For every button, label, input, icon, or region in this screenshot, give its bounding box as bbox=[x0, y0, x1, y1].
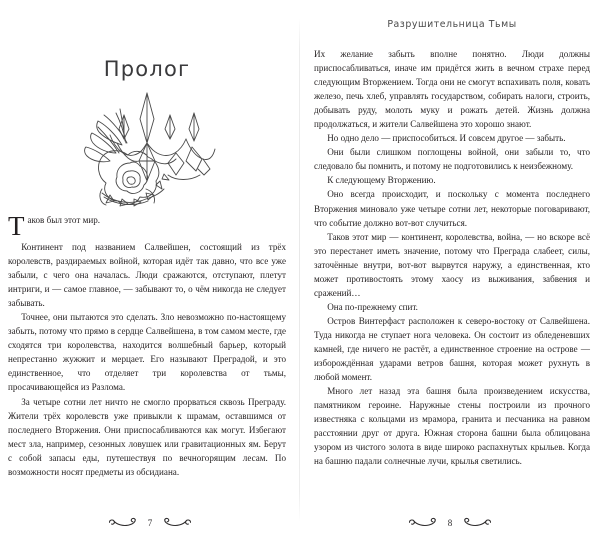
paragraph-with-dropcap bbox=[8, 213, 286, 240]
paragraph: Но одно дело — приспособиться. И совсем другое — забыть. bbox=[327, 133, 566, 144]
paragraph: Их желание забыть вполне понятно. Люди должны приспосабливаться, иначе им придётся жить в вечном страхе перед следующим Вторжением. Тогда они не смогут вспахивать поля, ковать железо, печь хлеб, управлять государством, собирать налоги, строить, добывать руду, молоть муку и рожать детей. Жизнь должна продолжаться, и жители Салвейшена это хорошо знают. bbox=[314, 49, 590, 130]
folio-left bbox=[0, 517, 300, 528]
left-page-body-text bbox=[8, 207, 286, 479]
folio-right bbox=[300, 517, 600, 528]
paragraph: Остров Винтерфаст расположен к северо-востоку от Салвейшена. Туда никогда не ступает нога человека. Он состоит из обледеневших камней, где ничего не растёт, а единственное строение на острове — изборождённая ударами ветров башня, которая может рухнуть в любой момент. bbox=[314, 315, 590, 383]
paragraph: Много лет назад эта башня была произведением искусства, памятником героине. Наружные стены построили из прочного известняка с кольцами из мрамора, гранита и песчаника на равном расстоянии друг от друга. Южная сторона башни была облицована узором из чистого золота в виде широко распахнутых крыльев. Когда на башню падали солнечные лучи, крылья светились. bbox=[314, 386, 590, 467]
paragraph: Континент под названием Салвейшен, состоящий из трёх королевств, раздираемых войной, которая идёт так давно, что все уже забыли, с чего она началась. Люди сражаются, отступают, плетут интриги, и — самое главное, — забывают то, о чём никогда не следует забывать. bbox=[8, 242, 286, 309]
chapter-title: Пролог bbox=[103, 57, 191, 81]
dropcap-paragraph-text: аков был этот мир. bbox=[27, 215, 101, 225]
swirl-flourish-right-icon bbox=[163, 517, 193, 528]
drop-cap: Т bbox=[8, 211, 25, 241]
right-page bbox=[300, 0, 600, 540]
paragraph: Они были слишком поглощены войной, они забыли то, что следовало бы помнить, и потому не подготовились к неизбежному. bbox=[314, 147, 590, 172]
page-number: 8 bbox=[447, 517, 453, 528]
right-page-body-text bbox=[314, 33, 590, 468]
crown-and-rose-ornament-illustration bbox=[8, 85, 286, 207]
swirl-flourish-left-icon bbox=[107, 517, 137, 528]
swirl-flourish-left-icon bbox=[407, 517, 437, 528]
paragraph: Таков этот мир — континент, королевства, война, — но вскоре всё это перестанет иметь значение, потому что Преграда слабеет, силы, заточённые внутри, вот-вот вырвутся наружу, а единственная, кто может противостоять этому хаосу из выживания, забвения и сражений… bbox=[314, 231, 590, 298]
paragraph: Оно всегда происходит, и поскольку с момента последнего Вторжения миновало уже четыре сотни лет, некоторые поговаривают, что событие должно вот-вот случиться. bbox=[314, 189, 590, 228]
paragraph: К следующему Вторжению. bbox=[327, 175, 436, 186]
paragraph: За четыре сотни лет ничто не смогло прорваться сквозь Преграду. Жители трёх королевств уже привыкли к шрамам, оставшимся от последнего Вторжения. Они приспосабливаются как могут. Избегают мест зла, например, сезонных ловушек или гравитационных ям. Берут с собой запасы еды, путешествуя по вечногорящим лесам. По возможности носят предметы из обсидиана. bbox=[8, 396, 286, 477]
swirl-flourish-right-icon bbox=[463, 517, 493, 528]
running-header-title: Разрушительница Тьмы bbox=[387, 19, 517, 30]
paragraph: Она по-прежнему спит. bbox=[327, 301, 418, 312]
paragraph: Точнее, они пытаются это сделать. Зло невозможно по-настоящему забыть, потому что прямо в сердце Салвейшена, в том самом месте, где сходятся три королевства, находится волшебный барьер, который непрестанно жужжит и мерцает. Его называют Преградой, и это единственное, что отделяет три королевства от тьмы, просачивающейся из Разлома. bbox=[8, 312, 286, 393]
page-number: 7 bbox=[147, 517, 153, 528]
